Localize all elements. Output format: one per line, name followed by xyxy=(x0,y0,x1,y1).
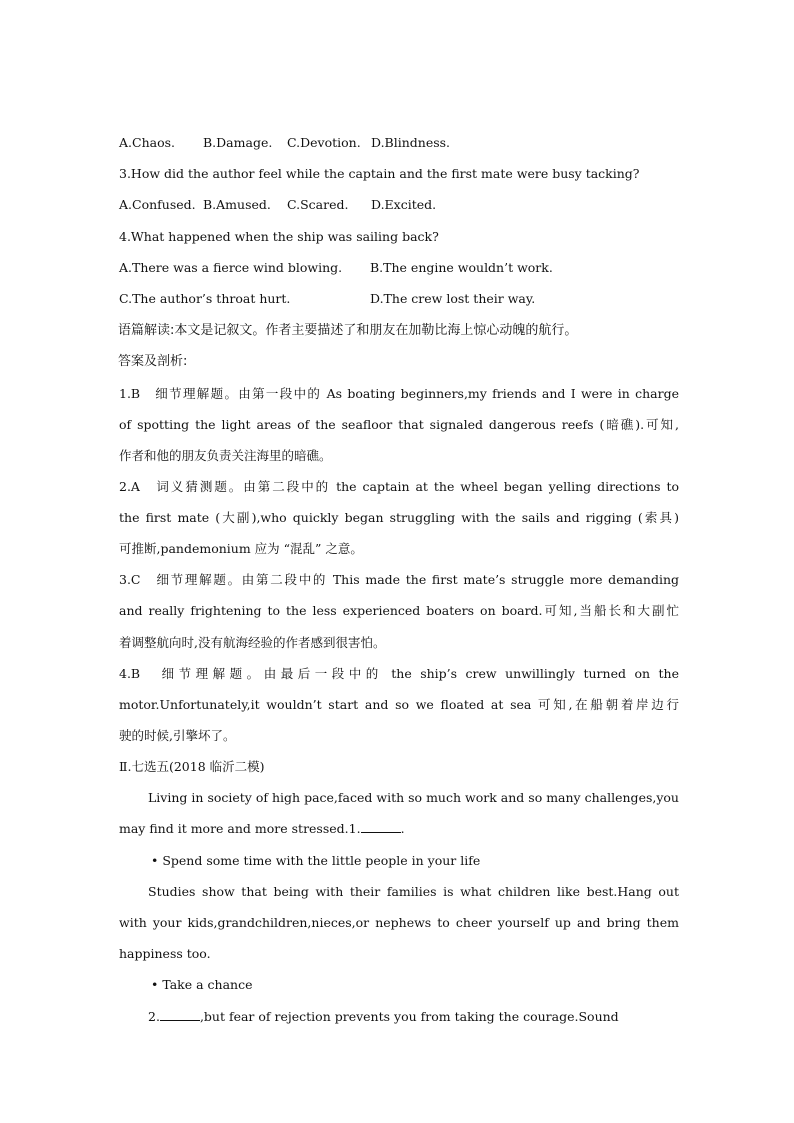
q2-option-b: B.Damage. xyxy=(203,135,273,150)
q3-option-b: B.Amused. xyxy=(203,197,271,212)
q4-option-d: D.The crew lost their way. xyxy=(370,291,536,306)
paragraph-2-line-1 xyxy=(148,1007,679,1027)
answer-1-line-3: 作者和他的朋友负责关注海里的暗礁。 xyxy=(119,448,332,463)
q3-option-d: D.Excited. xyxy=(371,197,437,212)
answer-2-line-2: the first mate (大副),who quickly began struggling with the sails and rigging (索具) xyxy=(119,510,679,525)
q4-option-a: A.There was a fierce wind blowing. xyxy=(119,260,343,275)
paragraph-1-line-2: with your kids,grandchildren,nieces,or nephews to cheer yourself up and bring them xyxy=(119,915,679,930)
bullet-heading-2: • Take a chance xyxy=(151,977,253,992)
para2-text: ,but fear of rejection prevents you from taking the courage.Sound xyxy=(199,1009,619,1024)
q3-option-a: A.Confused. xyxy=(119,197,196,212)
answer-4-line-3: 驶的时候,引擎坏了。 xyxy=(119,728,236,743)
section-heading: Ⅱ.七选五(2018 临沂二模) xyxy=(119,759,265,774)
passage-summary: 语篇解读:本文是记叙文。作者主要描述了和朋友在加勒比海上惊心动魄的航行。 xyxy=(118,323,578,338)
q4-option-b: B.The engine wouldn’t work. xyxy=(370,260,553,275)
answer-4-line-1: 4.B 细节理解题。由最后一段中的 the ship’s crew unwillingly turned on the xyxy=(119,666,679,681)
para2-number: 2. xyxy=(148,1009,160,1024)
paragraph-1-line-1: Studies show that being with their families is what children like best.Hang out xyxy=(148,884,679,899)
q2-option-d: D.Blindness. xyxy=(371,135,451,150)
q4-options-row2 xyxy=(119,289,679,309)
bullet-heading-1: • Spend some time with the little people in your life xyxy=(151,853,481,868)
q4-option-c: C.The author’s throat hurt. xyxy=(119,291,291,306)
q2-option-a: A.Chaos. xyxy=(119,135,175,150)
answer-2-line-1: 2.A 词义猜测题。由第二段中的 the captain at the wheel began yelling directions to xyxy=(119,479,679,494)
passage-intro-line-2 xyxy=(119,819,679,839)
answer-1-line-1: 1.B 细节理解题。由第一段中的 As boating beginners,my friends and I were in charge xyxy=(119,386,679,401)
q2-option-c: C.Devotion. xyxy=(287,135,361,150)
passage-intro-line-1: Living in society of high pace,faced with so much work and so many challenges,you xyxy=(148,790,679,805)
q3-stem: 3.How did the author feel while the captain and the first mate were busy tacking? xyxy=(119,166,640,181)
answer-3-line-2: and really frightening to the less experienced boaters on board.可知,当船长和大副忙 xyxy=(119,603,679,618)
intro-period: . xyxy=(400,821,405,836)
answer-3-line-1: 3.C 细节理解题。由第二段中的 This made the first mate’s struggle more demanding xyxy=(119,572,679,587)
blank-1[interactable] xyxy=(361,820,401,833)
intro-text: may find it more and more stressed.1. xyxy=(119,821,361,836)
answer-4-line-2: motor.Unfortunately,it wouldn’t start and so we floated at sea 可知,在船朝着岸边行 xyxy=(119,697,679,712)
paragraph-1-line-3: happiness too. xyxy=(119,946,211,961)
q3-options xyxy=(119,195,679,215)
answers-heading: 答案及剖析: xyxy=(118,354,188,369)
answer-2-line-3: 可推断,pandemonium 应为 “混乱” 之意。 xyxy=(119,541,363,556)
q4-stem: 4.What happened when the ship was sailing back? xyxy=(119,229,439,244)
q2-options xyxy=(119,133,679,153)
blank-2[interactable] xyxy=(160,1008,200,1021)
answer-3-line-3: 着调整航向时,没有航海经验的作者感到很害怕。 xyxy=(119,635,386,650)
q4-options-row1 xyxy=(119,258,679,278)
q3-option-c: C.Scared. xyxy=(287,197,349,212)
answer-1-line-2: of spotting the light areas of the seafloor that signaled dangerous reefs (暗礁).可知, xyxy=(119,417,679,432)
